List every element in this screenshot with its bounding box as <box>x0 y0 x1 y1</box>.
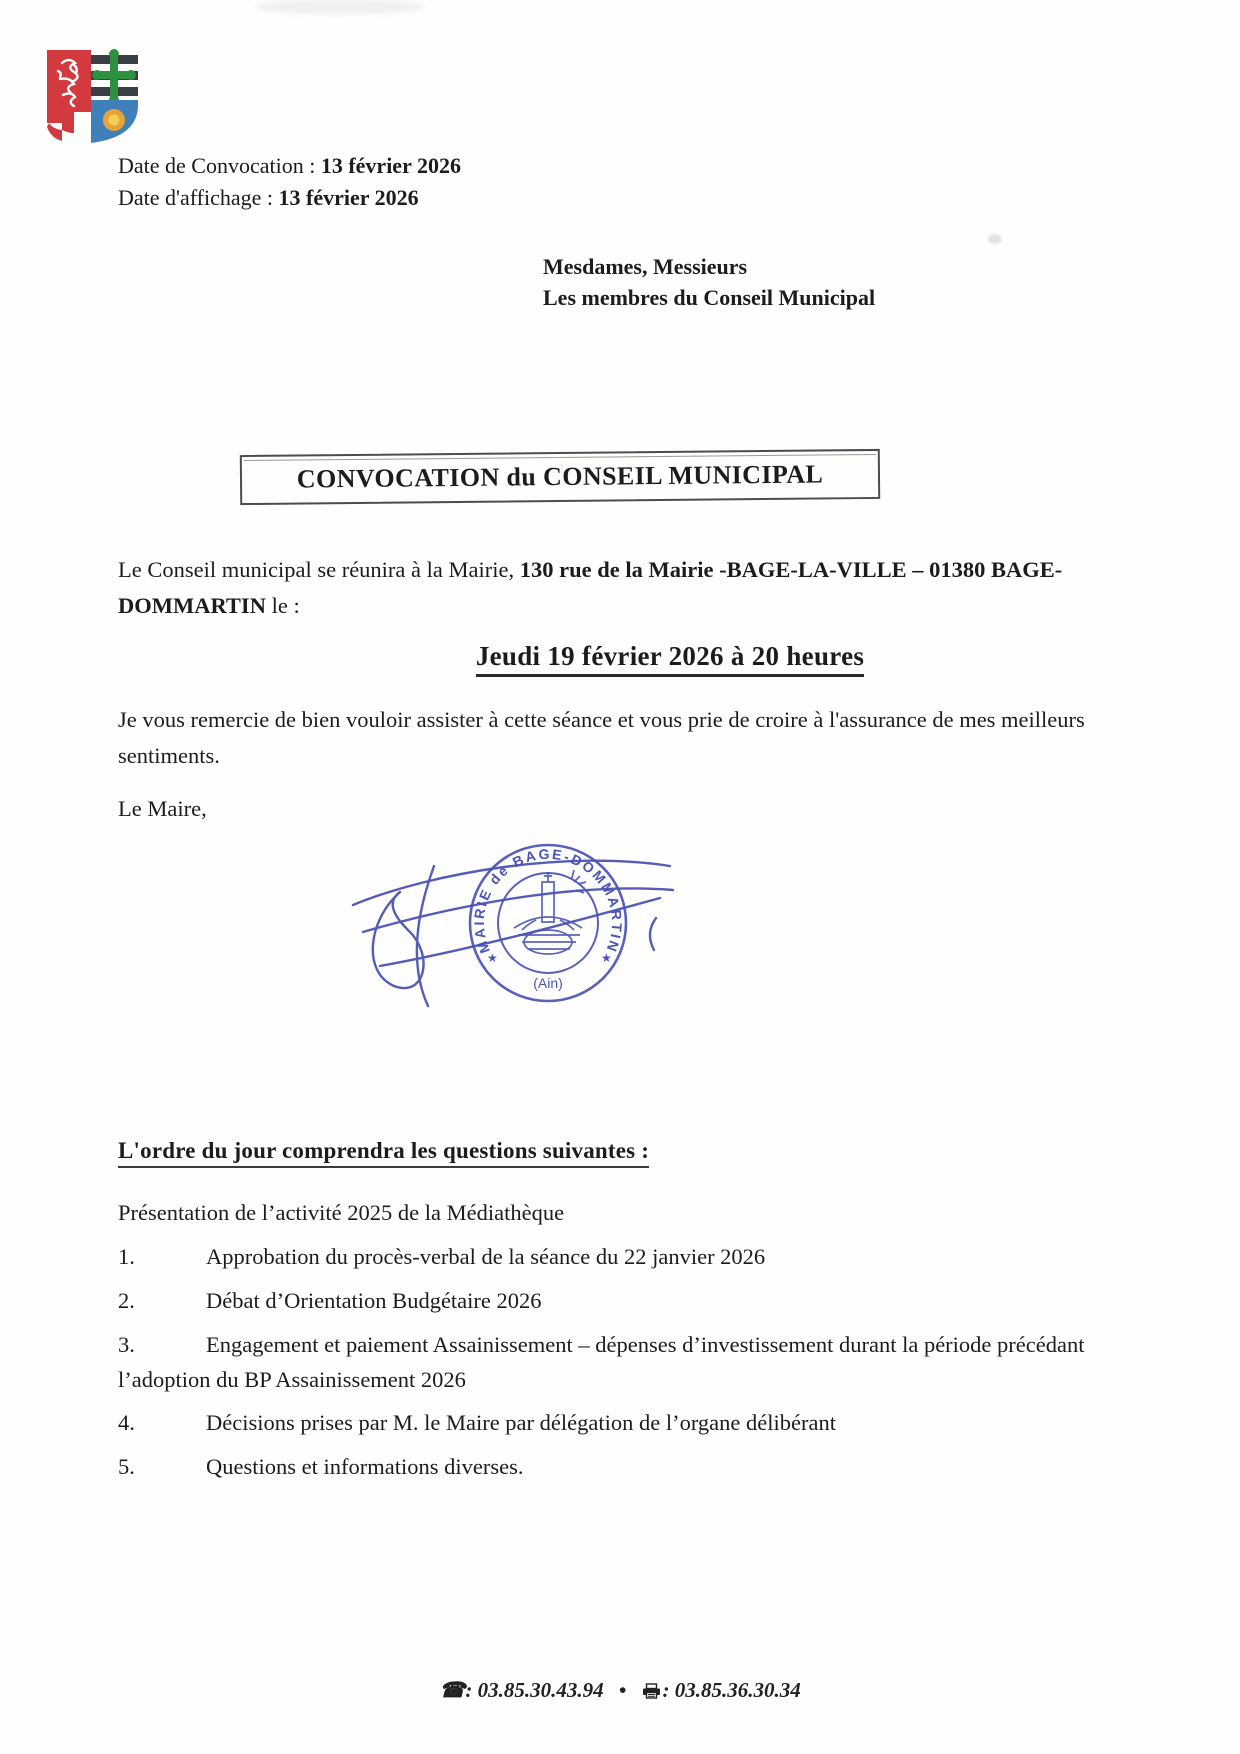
agenda-item-text: Débat d’Orientation Budgétaire 2026 <box>206 1287 542 1313</box>
recipients-line1: Mesdames, Messieurs <box>543 254 748 279</box>
agenda-item <box>118 1240 1118 1275</box>
footer-fax-colon: : <box>662 1678 670 1702</box>
date-convocation-value: 13 février 2026 <box>320 153 461 178</box>
date-convocation-label: Date de Convocation : <box>118 153 316 178</box>
intro-text-normal: Le Conseil municipal se réunira à la Mairie, <box>118 557 520 582</box>
agenda-item-text: Décisions prises par M. le Maire par délégation de l’organe délibérant <box>206 1410 836 1436</box>
agenda-item-number: 4. <box>118 1410 135 1436</box>
agenda-item-text: Engagement et paiement Assainissement – dépenses d’investissement durant la période précédant l’adoption du BP Assainissement 2026 <box>118 1331 1085 1392</box>
agenda-item <box>118 1328 1118 1398</box>
mayor-stamp-and-signature <box>338 770 688 1075</box>
recipients-line2: Les membres du Conseil Municipal <box>543 284 876 310</box>
agenda-item <box>118 1406 1118 1441</box>
intro-paragraph <box>118 552 1110 624</box>
title-box <box>240 449 880 505</box>
footer-contact <box>0 1678 1240 1703</box>
date-block <box>118 150 461 214</box>
date-affichage-label: Date d'affichage : <box>118 184 274 210</box>
stamp-arc-text: MAIRIE de BAGE-DOMMARTIN <box>470 845 626 956</box>
coat-of-arms-icon <box>38 45 144 147</box>
thanks-paragraph: Je vous remercie de bien vouloir assister à cette séance et vous prie de croire à l'assurance de mes meilleurs sentiments. <box>118 707 1085 768</box>
intro-text-suffix: le : <box>265 593 300 618</box>
stamp-star-left: ★ <box>487 951 498 965</box>
agenda-item-number: 3. <box>118 1331 135 1357</box>
footer-separator: • <box>618 1678 627 1702</box>
meeting-datetime-wrap <box>118 641 1110 677</box>
agenda-item <box>118 1284 1118 1319</box>
recipients-block <box>543 252 875 314</box>
date-affichage-value: 13 février 2026 <box>278 184 419 210</box>
stamp-inner-ring <box>498 873 598 973</box>
date-affichage <box>118 182 461 214</box>
agenda-item-number: 2. <box>118 1287 135 1313</box>
scan-artifact <box>255 0 425 14</box>
intro-text-address: 130 rue de la Mairie -BAGE-LA-VILLE – 01380 BAGE-DOMMARTIN <box>118 557 1063 618</box>
phone-icon: ☎ <box>439 1678 466 1702</box>
agenda-list <box>118 1196 1118 1494</box>
agenda-item-number: 5. <box>118 1454 135 1480</box>
meeting-datetime: Jeudi 19 février 2026 à 20 heures <box>476 641 864 677</box>
agenda-preamble: Présentation de l’activité 2025 de la Médiathèque <box>118 1200 565 1225</box>
fax-number: 03.85.36.30.34 <box>674 1678 801 1702</box>
phone-number: 03.85.30.43.94 <box>477 1678 604 1702</box>
signoff-le-maire: Le Maire, <box>118 796 207 821</box>
agenda-item-text: Approbation du procès-verbal de la séance du 22 janvier 2026 <box>206 1243 766 1269</box>
footer-phone-colon: : <box>465 1678 473 1702</box>
stamp-emblem <box>514 870 586 954</box>
stamp-ain-text: (Ain) <box>533 975 563 991</box>
stamp-star-right: ★ <box>601 951 612 965</box>
agenda-item <box>118 1450 1118 1485</box>
scan-artifact <box>988 234 1002 244</box>
page-title: CONVOCATION du CONSEIL MUNICIPAL <box>296 459 824 494</box>
date-convocation <box>118 150 461 182</box>
agenda-item-number: 1. <box>118 1243 135 1269</box>
fax-icon <box>642 1683 661 1699</box>
agenda-item-text: Questions et informations diverses. <box>206 1454 524 1480</box>
agenda-heading: L'ordre du jour comprendra les questions suivantes : <box>118 1138 649 1164</box>
